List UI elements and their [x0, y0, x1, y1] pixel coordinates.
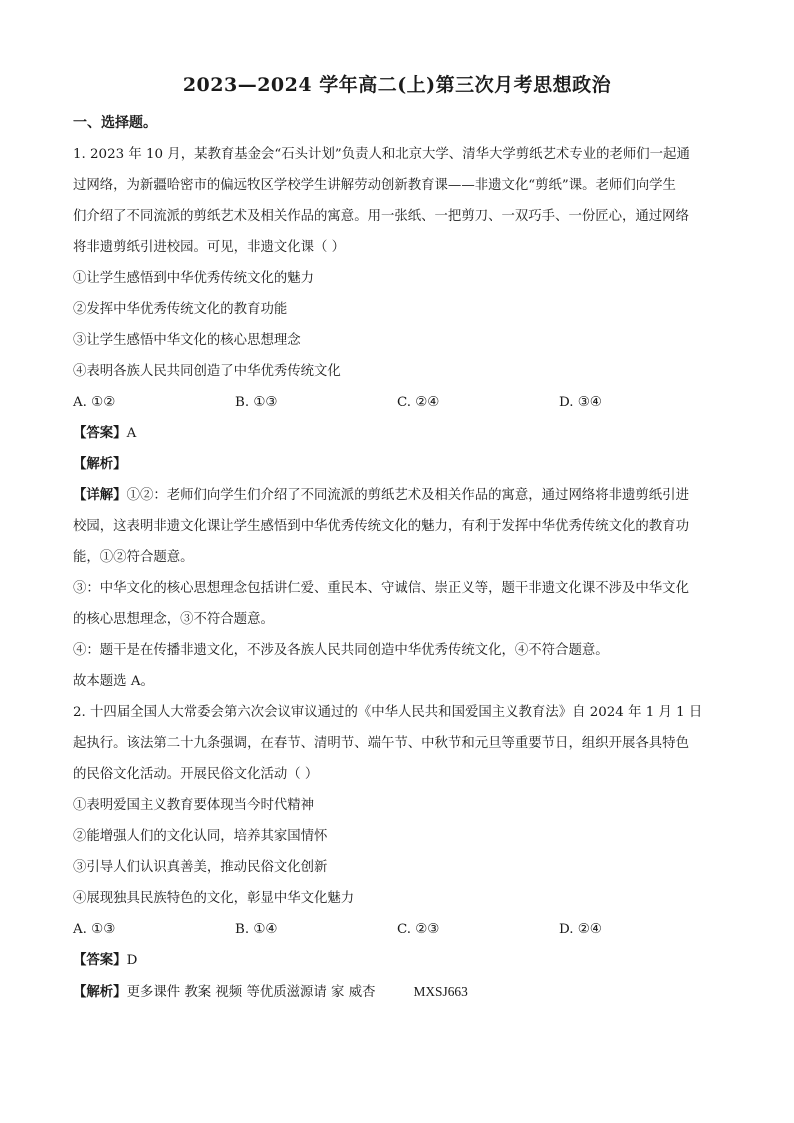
q1-analysis: [73, 449, 723, 480]
q2-option-c: C. ②③: [397, 922, 440, 937]
answer-tag: 【答案】: [73, 952, 127, 968]
document-body: [73, 108, 723, 1008]
analysis-tag: 【解析】: [73, 456, 127, 472]
answer-value: D: [126, 953, 138, 968]
q1-detail-line: 能，①②符合题意。: [73, 550, 194, 565]
q2-statement: ①表明爱国主义教育要体现当今时代精神: [73, 798, 315, 813]
q1-statement: ③让学生感悟中华文化的核心思想理念: [73, 333, 301, 348]
q2-statement: ④展现独具民族特色的文化，彰显中华文化魅力: [73, 891, 355, 906]
q2-analysis: [73, 976, 723, 1008]
q1-stem-line: 们介绍了不同流派的剪纸艺术及相关作品的寓意。用一张纸、一把剪刀、一双巧手、一份匠心，通过网络: [73, 209, 689, 224]
q2-answer: [73, 945, 723, 976]
q2-option-b: B. ①④: [235, 922, 278, 937]
q2-stem-line: 的民俗文化活动。开展民俗文化活动（ ）: [73, 767, 319, 782]
q2-statement: ②能增强人们的文化认同，培养其家国情怀: [73, 829, 328, 844]
q2-statement: ③引导人们认识真善美，推动民俗文化创新: [73, 860, 328, 875]
q1-statement: ④表明各族人民共同创造了中华优秀传统文化: [73, 364, 341, 379]
q1-detail-line: 的核心思想理念，③不符合题意。: [73, 612, 274, 627]
q1-stem-line: 过网络，为新疆哈密市的偏远牧区学校学生讲解劳动创新教育课——非遗文化“剪纸”课。老师们向学生: [73, 178, 676, 193]
q2-option-d: D. ②④: [559, 922, 602, 937]
detail-tag: 【详解】: [73, 487, 127, 503]
q1-statement: ①让学生感悟到中华优秀传统文化的魅力: [73, 271, 315, 286]
q2-options: [73, 914, 723, 945]
analysis-tag: 【解析】: [73, 984, 127, 1000]
watermark-text: 更多课件 教案 视频 等优质滋源请 家 威杏: [126, 985, 376, 1000]
q1-option-a: A. ①②: [73, 395, 116, 410]
q1-statement: ②发挥中华优秀传统文化的教育功能: [73, 302, 288, 317]
q1-options: [73, 387, 723, 418]
q1-stem-line: 将非遗剪纸引进校园。可见，非遗文化课（ ）: [73, 240, 346, 255]
q1-option-b: B. ①③: [235, 395, 278, 410]
q2-option-a: A. ①③: [73, 922, 116, 937]
q1-detail-line: ③：中华文化的核心思想理念包括讲仁爱、重民本、守诚信、崇正义等，题干非遗文化课不涉及中华文化: [73, 581, 689, 596]
answer-value: A: [126, 426, 137, 441]
q1-conclusion: 故本题选 A。: [73, 674, 154, 689]
q2-stem-line: 起执行。该法第二十九条强调，在春节、清明节、端午节、中秋节和元旦等重要节日，组织开展各具特色: [73, 736, 689, 751]
q1-stem-line: 1. 2023 年 10 月，某教育基金会“石头计划”负责人和北京大学、清华大学剪纸艺术专业的老师们一起通: [73, 147, 690, 162]
q1-option-c: C. ②④: [397, 395, 440, 410]
q2-stem-line: 2. 十四届全国人大常委会第六次会议审议通过的《中华人民共和国爱国主义教育法》自 2024 年 1 月 1 日: [73, 705, 703, 720]
q1-detail-line: 校园，这表明非遗文化课让学生感悟到中华优秀传统文化的魅力，有利于发挥中华优秀传统文化的教育功: [73, 519, 689, 534]
q1-detail-line: 【详解】①②：老师们向学生们介绍了不同流派的剪纸艺术及相关作品的寓意，通过网络将非遗剪纸引进: [73, 487, 689, 503]
q1-option-d: D. ③④: [559, 395, 602, 410]
watermark-code: MXSJ663: [413, 984, 468, 999]
q1-answer: [73, 418, 723, 449]
document-title: 2023—2024 学年高二(上)第三次月考思想政治: [182, 74, 612, 96]
q1-detail-line: ④：题干是在传播非遗文化，不涉及各族人民共同创造中华优秀传统文化，④不符合题意。: [73, 643, 609, 658]
section-heading: 一、选择题。: [73, 115, 157, 131]
answer-tag: 【答案】: [73, 425, 127, 441]
